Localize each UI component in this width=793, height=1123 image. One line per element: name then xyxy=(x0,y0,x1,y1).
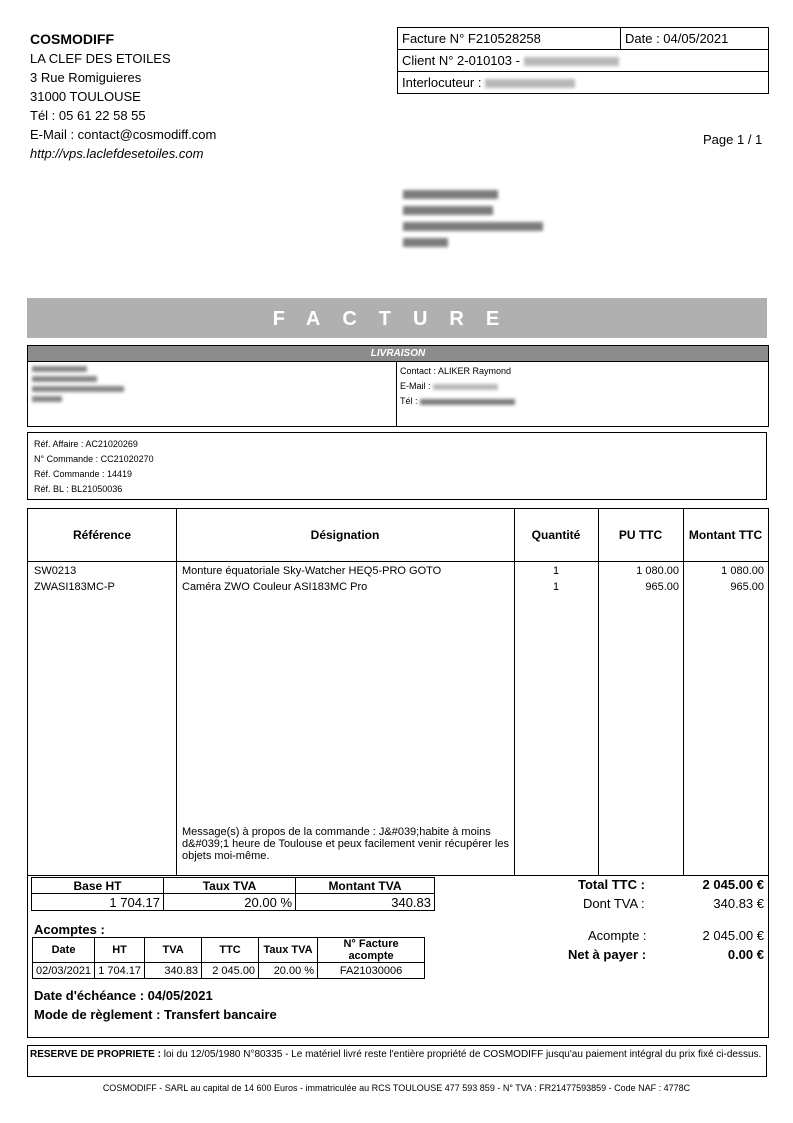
col-amount: Montant TTC xyxy=(688,528,763,542)
acomptes-title: Acomptes : xyxy=(34,922,105,937)
dont-tva-label: Dont TVA : xyxy=(583,896,645,911)
tva-header-base: Base HT xyxy=(32,878,164,894)
reserve-label: RESERVE DE PROPRIETE : xyxy=(30,1049,161,1060)
ref-bl: Réf. BL : BL21050036 xyxy=(34,484,123,494)
company-name: COSMODIFF xyxy=(30,31,114,47)
company-phone: Tél : 05 61 22 58 55 xyxy=(30,108,146,123)
page-number: Page 1 / 1 xyxy=(703,132,763,147)
ac-header: N° Facture acompte xyxy=(318,938,425,963)
client-number: Client N° 2-010103 - xyxy=(402,53,520,68)
delivery-contact-name: Contact : ALIKER Raymond xyxy=(400,366,512,376)
invoice-title-banner: FACTURE xyxy=(27,298,767,338)
row-total: 1 080.00 xyxy=(721,565,764,577)
totals-section xyxy=(27,874,769,1038)
ac-header: TTC xyxy=(202,938,259,963)
recipient-address-redacted xyxy=(403,190,543,254)
ac-header: TVA xyxy=(145,938,202,963)
ownership-reserve xyxy=(27,1045,767,1077)
col-reference: Référence xyxy=(72,528,132,542)
references-box xyxy=(27,432,767,500)
delivery-contact xyxy=(398,362,768,430)
total-ttc-label: Total TTC : xyxy=(578,877,645,892)
ac-header: Taux TVA xyxy=(259,938,318,963)
delivery-box xyxy=(27,345,769,427)
col-designation: Désignation xyxy=(310,528,380,542)
delivery-tel: Tél : xyxy=(400,396,418,406)
acompte: 2 045.00 € xyxy=(702,928,764,943)
table-row xyxy=(28,565,768,581)
ac-cell: 2 045.00 xyxy=(202,963,259,979)
company-email: E-Mail : contact@cosmodiff.com xyxy=(30,127,217,142)
invoice-date: Date : 04/05/2021 xyxy=(620,28,768,49)
due-date: Date d'échéance : 04/05/2021 xyxy=(34,988,213,1003)
tva-base: 1 704.17 xyxy=(32,894,164,911)
col-unit-price: PU TTC xyxy=(618,528,663,542)
redacted-interlocutor xyxy=(485,79,575,88)
ac-cell: 1 704.17 xyxy=(95,963,145,979)
delivery-heading: LIVRAISON xyxy=(28,346,768,362)
tva-header-rate: Taux TVA xyxy=(164,878,296,894)
company-block xyxy=(30,30,216,163)
net-amount: 0.00 € xyxy=(727,947,764,962)
row-pu: 1 080.00 xyxy=(636,565,679,577)
row-designation: Caméra ZWO Couleur ASI183MC Pro xyxy=(182,581,368,593)
net-label: Net à payer : xyxy=(568,947,647,962)
company-line3: 31000 TOULOUSE xyxy=(30,89,141,104)
delivery-email: E-Mail : xyxy=(400,381,431,391)
row-designation: Monture équatoriale Sky-Watcher HEQ5-PRO GOTO xyxy=(182,565,442,577)
acomptes-table xyxy=(32,937,425,979)
row-total: 965.00 xyxy=(730,581,764,593)
tva-rate: 20.00 % xyxy=(164,894,296,911)
interlocutor: Interlocuteur : xyxy=(402,75,482,90)
company-url[interactable]: http://vps.laclefdesetoiles.com xyxy=(30,146,204,161)
company-line2: 3 Rue Romiguieres xyxy=(30,70,142,85)
footer-legal: COSMODIFF - SARL au capital de 14 600 Euros - immatriculée au RCS TOULOUSE 477 593 859 - N° TVA : FR21477593859 - Code NAF : 4778C xyxy=(102,1083,691,1093)
invoice-header-box xyxy=(397,27,769,94)
row-qty: 1 xyxy=(552,565,560,577)
tva-header-amount: Montant TVA xyxy=(296,878,435,894)
ref-commande: Réf. Commande : 14419 xyxy=(34,469,133,479)
redacted-client xyxy=(524,57,619,66)
order-message: Message(s) à propos de la commande : J&#039;habite à moins d&#039;1 heure de Toulouse et peux facilement venir récupérer les objets moi-même. xyxy=(182,826,509,862)
invoice-number: Facture N° F210528258 xyxy=(402,31,541,46)
col-quantity: Quantité xyxy=(531,528,581,542)
tva-amount: 340.83 xyxy=(296,894,435,911)
row-qty: 1 xyxy=(552,581,560,593)
ac-header: Date xyxy=(33,938,95,963)
table-row xyxy=(28,581,768,597)
row-ref: ZWASI183MC-P xyxy=(34,581,115,593)
items-table xyxy=(27,508,769,876)
payment-method: Mode de règlement : Transfert bancaire xyxy=(34,1007,277,1022)
acompte-label: Acompte : xyxy=(588,928,647,943)
ref-commande-no: N° Commande : CC21020270 xyxy=(34,454,154,464)
row-ref: SW0213 xyxy=(34,565,77,577)
dont-tva: 340.83 € xyxy=(713,896,764,911)
company-line1: LA CLEF DES ETOILES xyxy=(30,51,171,66)
ac-header: HT xyxy=(95,938,145,963)
reserve-text: loi du 12/05/1980 N°80335 - Le matériel livré reste l'entière propriété de COSMODIFF jusqu'au paiement intégral du prix fixé ci-dessus. xyxy=(160,1049,762,1060)
ac-cell: FA21030006 xyxy=(318,963,425,979)
ac-cell: 20.00 % xyxy=(259,963,318,979)
items-table-header xyxy=(28,509,768,562)
ref-affaire: Réf. Affaire : AC21020269 xyxy=(34,439,138,449)
tva-table xyxy=(31,877,435,911)
total-ttc: 2 045.00 € xyxy=(702,877,764,892)
ac-cell: 02/03/2021 xyxy=(33,963,95,979)
ac-cell: 340.83 xyxy=(145,963,202,979)
row-pu: 965.00 xyxy=(645,581,679,593)
delivery-address-redacted xyxy=(28,362,397,426)
